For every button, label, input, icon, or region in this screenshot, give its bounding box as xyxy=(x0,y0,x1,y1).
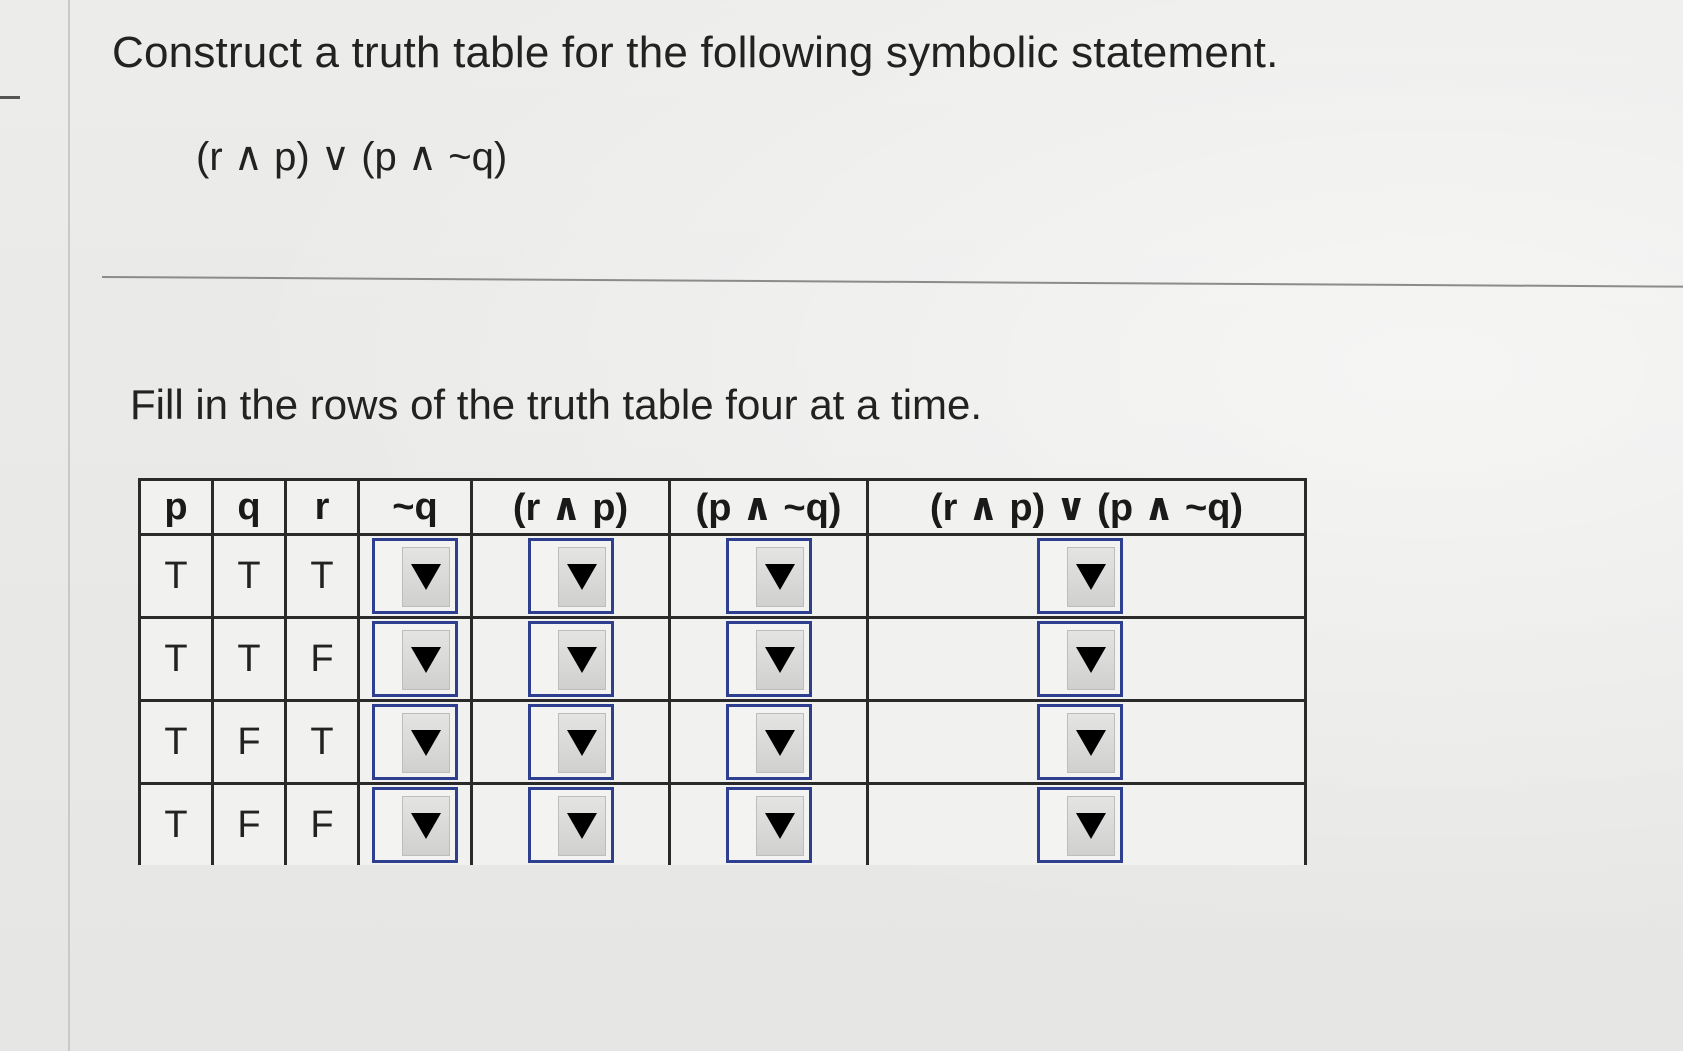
chevron-down-icon xyxy=(765,813,795,839)
cell-result xyxy=(868,701,1306,784)
not-q-dropdown[interactable] xyxy=(372,538,458,614)
cell-not-q xyxy=(359,618,472,701)
cell-q: F xyxy=(213,784,286,866)
p-and-not-q-dropdown[interactable] xyxy=(726,787,812,863)
left-edge-tick xyxy=(0,96,20,99)
cell-q: T xyxy=(213,535,286,618)
cell-result xyxy=(868,535,1306,618)
cell-r-and-p xyxy=(472,618,670,701)
table-row xyxy=(140,618,1306,701)
chevron-down-icon xyxy=(411,564,441,590)
r-and-p-dropdown[interactable] xyxy=(528,787,614,863)
dropdown-button[interactable] xyxy=(1067,547,1115,607)
dropdown-button[interactable] xyxy=(402,796,450,856)
header-r-and-p: (r ∧ p) xyxy=(472,480,670,535)
dropdown-button[interactable] xyxy=(1067,630,1115,690)
header-result: (r ∧ p) ∨ (p ∧ ~q) xyxy=(868,480,1306,535)
cell-not-q xyxy=(359,784,472,866)
chevron-down-icon xyxy=(411,813,441,839)
not-q-dropdown[interactable] xyxy=(372,704,458,780)
chevron-down-icon xyxy=(765,564,795,590)
table-header-row xyxy=(140,480,1306,535)
header-p: p xyxy=(140,480,213,535)
chevron-down-icon xyxy=(411,647,441,673)
cell-r: F xyxy=(286,784,359,866)
result-dropdown[interactable] xyxy=(1037,538,1123,614)
cell-r: T xyxy=(286,535,359,618)
chevron-down-icon xyxy=(411,730,441,756)
header-not-q: ~q xyxy=(359,480,472,535)
dropdown-button[interactable] xyxy=(558,796,606,856)
cell-p-and-not-q xyxy=(670,784,868,866)
dropdown-button[interactable] xyxy=(1067,796,1115,856)
chevron-down-icon xyxy=(765,647,795,673)
cell-q: F xyxy=(213,701,286,784)
dropdown-button[interactable] xyxy=(558,547,606,607)
p-and-not-q-dropdown[interactable] xyxy=(726,704,812,780)
cell-result xyxy=(868,618,1306,701)
cell-p: T xyxy=(140,535,213,618)
dropdown-button[interactable] xyxy=(558,630,606,690)
header-p-and-not-q: (p ∧ ~q) xyxy=(670,480,868,535)
p-and-not-q-dropdown[interactable] xyxy=(726,538,812,614)
cell-p-and-not-q xyxy=(670,618,868,701)
cell-r-and-p xyxy=(472,701,670,784)
chevron-down-icon xyxy=(567,730,597,756)
cell-q: T xyxy=(213,618,286,701)
table-row xyxy=(140,701,1306,784)
chevron-down-icon xyxy=(1076,647,1106,673)
table-row xyxy=(140,535,1306,618)
chevron-down-icon xyxy=(1076,813,1106,839)
truth-table xyxy=(138,478,1307,865)
dropdown-button[interactable] xyxy=(756,547,804,607)
dropdown-button[interactable] xyxy=(756,796,804,856)
dropdown-button[interactable] xyxy=(402,630,450,690)
cell-p-and-not-q xyxy=(670,535,868,618)
chevron-down-icon xyxy=(765,730,795,756)
header-q: q xyxy=(213,480,286,535)
left-panel-edge xyxy=(68,0,70,1051)
chevron-down-icon xyxy=(567,564,597,590)
cell-r: T xyxy=(286,701,359,784)
header-r: r xyxy=(286,480,359,535)
cell-r-and-p xyxy=(472,535,670,618)
table-row xyxy=(140,784,1306,866)
cell-p-and-not-q xyxy=(670,701,868,784)
instruction-text: Fill in the rows of the truth table four at a time. xyxy=(130,381,983,428)
cell-p: T xyxy=(140,701,213,784)
cell-not-q xyxy=(359,701,472,784)
cell-not-q xyxy=(359,535,472,618)
chevron-down-icon xyxy=(567,647,597,673)
result-dropdown[interactable] xyxy=(1037,704,1123,780)
dropdown-button[interactable] xyxy=(1067,713,1115,773)
dropdown-button[interactable] xyxy=(756,713,804,773)
r-and-p-dropdown[interactable] xyxy=(528,621,614,697)
chevron-down-icon xyxy=(1076,564,1106,590)
not-q-dropdown[interactable] xyxy=(372,787,458,863)
dropdown-button[interactable] xyxy=(756,630,804,690)
p-and-not-q-dropdown[interactable] xyxy=(726,621,812,697)
question-prompt: Construct a truth table for the following symbolic statement. xyxy=(112,28,1279,77)
not-q-dropdown[interactable] xyxy=(372,621,458,697)
result-dropdown[interactable] xyxy=(1037,621,1123,697)
cell-r-and-p xyxy=(472,784,670,866)
cell-result xyxy=(868,784,1306,866)
chevron-down-icon xyxy=(567,813,597,839)
dropdown-button[interactable] xyxy=(402,547,450,607)
symbolic-statement: (r ∧ p) ∨ (p ∧ ~q) xyxy=(196,135,508,179)
cell-p: T xyxy=(140,784,213,866)
section-divider xyxy=(102,276,1683,288)
dropdown-button[interactable] xyxy=(402,713,450,773)
r-and-p-dropdown[interactable] xyxy=(528,538,614,614)
chevron-down-icon xyxy=(1076,730,1106,756)
cell-r: F xyxy=(286,618,359,701)
r-and-p-dropdown[interactable] xyxy=(528,704,614,780)
cell-p: T xyxy=(140,618,213,701)
dropdown-button[interactable] xyxy=(558,713,606,773)
result-dropdown[interactable] xyxy=(1037,787,1123,863)
